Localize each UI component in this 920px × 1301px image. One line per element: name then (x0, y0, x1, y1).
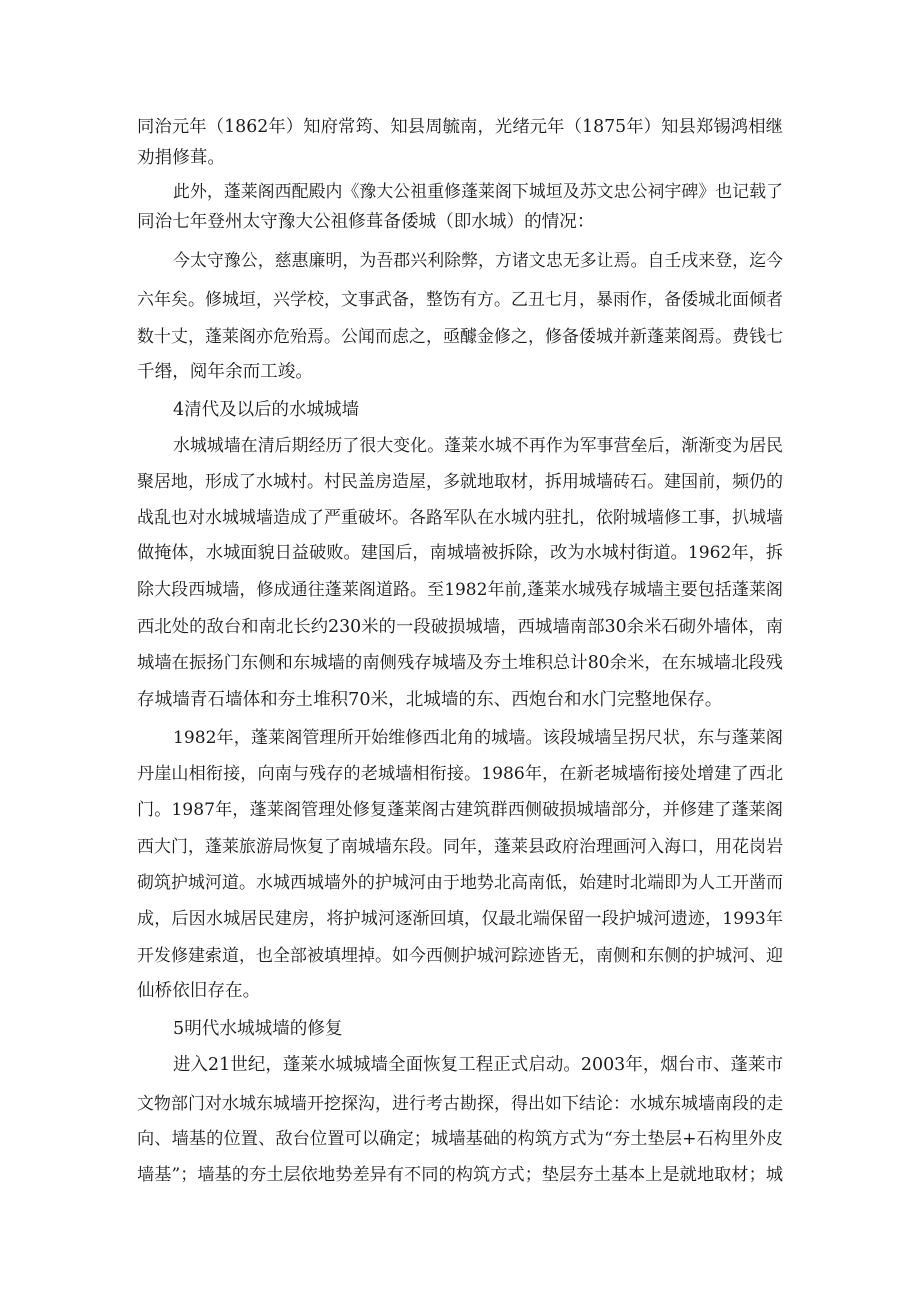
paragraph-line: 文物部门对水城东城墙开挖探沟，进行考古勘探，得出如下结论：水城东城墙南段的走 (137, 1093, 783, 1113)
paragraph-line: 同治元年（1862年）知府常筠、知县周毓南，光绪元年（1875年）知县郑锡鸿相继 (137, 117, 783, 137)
paragraph-line: 同治七年登州太守豫大公祖修葺备倭城（即水城）的情况： (137, 212, 595, 232)
paragraph-line: 向、墙基的位置、敌台位置可以确定；城墙基础的构筑方式为“夯土垫层+石构里外皮 (137, 1129, 783, 1149)
paragraph-line: 成，后因水城居民建房，将护城河逐渐回填，仅最北端保留一段护城河遗迹，1993年 (137, 909, 783, 929)
paragraph-line: 开发修建索道，也全部被填埋掉。如今西侧护城河踪迹皆无，南侧和东侧的护城河、迎 (137, 945, 783, 965)
paragraph-line: 此外，蓬莱阁西配殿内《豫大公祖重修蓬莱阁下城垣及苏文忠公祠宇碑》也记载了 (173, 181, 783, 201)
quote-line: 数十丈，蓬莱阁亦危殆焉。公闻而虑之，亟醵金修之，修备倭城并新蓬莱阁焉。费钱七 (137, 326, 783, 346)
paragraph-line: 仙桥依旧存在。 (137, 981, 261, 1001)
paragraph-line: 西北处的敌台和南北长约230米的一段破损城墙，西城墙南部30余米石砌外墙体，南 (137, 617, 783, 637)
paragraph-line: 进入21世纪，蓬莱水城城墙全面恢复工程正式启动。2003年，烟台市、蓬莱市 (173, 1055, 783, 1075)
paragraph-line: 城墙在振扬门东侧和东城墙的南侧残存城墙及夯土堆积总计80余米，在东城墙北段残 (137, 653, 783, 673)
paragraph-line: 门。1987年，蓬莱阁管理处修复蓬莱阁古建筑群西侧破损城墙部分，并修建了蓬莱阁 (137, 800, 783, 820)
quote-line: 六年矣。修城垣，兴学校，文事武备，整饬有方。乙丑七月，暴雨作，备倭城北面倾者 (137, 289, 783, 309)
paragraph-line: 聚居地，形成了水城村。村民盖房造屋，多就地取材，拆用城墙砖石。建国前，频仍的 (137, 471, 783, 491)
paragraph-line: 1982年，蓬莱阁管理所开始维修西北角的城墙。该段城墙呈拐尺状，东与蓬莱阁 (173, 728, 783, 748)
paragraph-line: 劝捐修葺。 (137, 148, 225, 168)
quote-line: 今太守豫公，慈惠廉明，为吾郡兴利除弊，方诸文忠无多让焉。自壬戌来登，迄今 (173, 250, 783, 270)
paragraph-line: 丹崖山相衔接，向南与残存的老城墙相衔接。1986年，在新老城墙衔接处增建了西北 (137, 764, 783, 784)
paragraph-line: 战乱也对水城城墙造成了严重破坏。各路军队在水城内驻扎，依附城墙修工事，扒城墙 (137, 507, 783, 527)
paragraph-line: 墙基”；墙基的夯土层依地势差异有不同的构筑方式；垫层夯土基本上是就地取材；城 (137, 1165, 783, 1185)
paragraph-line: 除大段西城墙，修成通往蓬莱阁道路。至1982年前,蓬莱水城残存城墙主要包括蓬莱阁 (137, 580, 783, 600)
section-heading: 5明代水城城墙的修复 (173, 1019, 343, 1039)
section-heading: 4清代及以后的水城城墙 (173, 400, 359, 420)
paragraph-line: 水城城墙在清后期经历了很大变化。蓬莱水城不再作为军事营垒后，渐渐变为居民 (173, 435, 783, 455)
paragraph-line: 砌筑护城河道。水城西城墙外的护城河由于地势北高南低，始建时北端即为人工开凿而 (137, 872, 783, 892)
quote-line: 千缗，阅年余而工竣。 (137, 362, 313, 382)
paragraph-line: 存城墙青石墙体和夯土堆积70米，北城墙的东、西炮台和水门完整地保存。 (137, 690, 723, 710)
paragraph-line: 西大门，蓬莱旅游局恢复了南城墙东段。同年，蓬莱县政府治理画河入海口，用花岗岩 (137, 836, 783, 856)
paragraph-line: 做掩体，水城面貌日益破败。建国后，南城墙被拆除，改为水城村街道。1962年，拆 (137, 543, 783, 563)
